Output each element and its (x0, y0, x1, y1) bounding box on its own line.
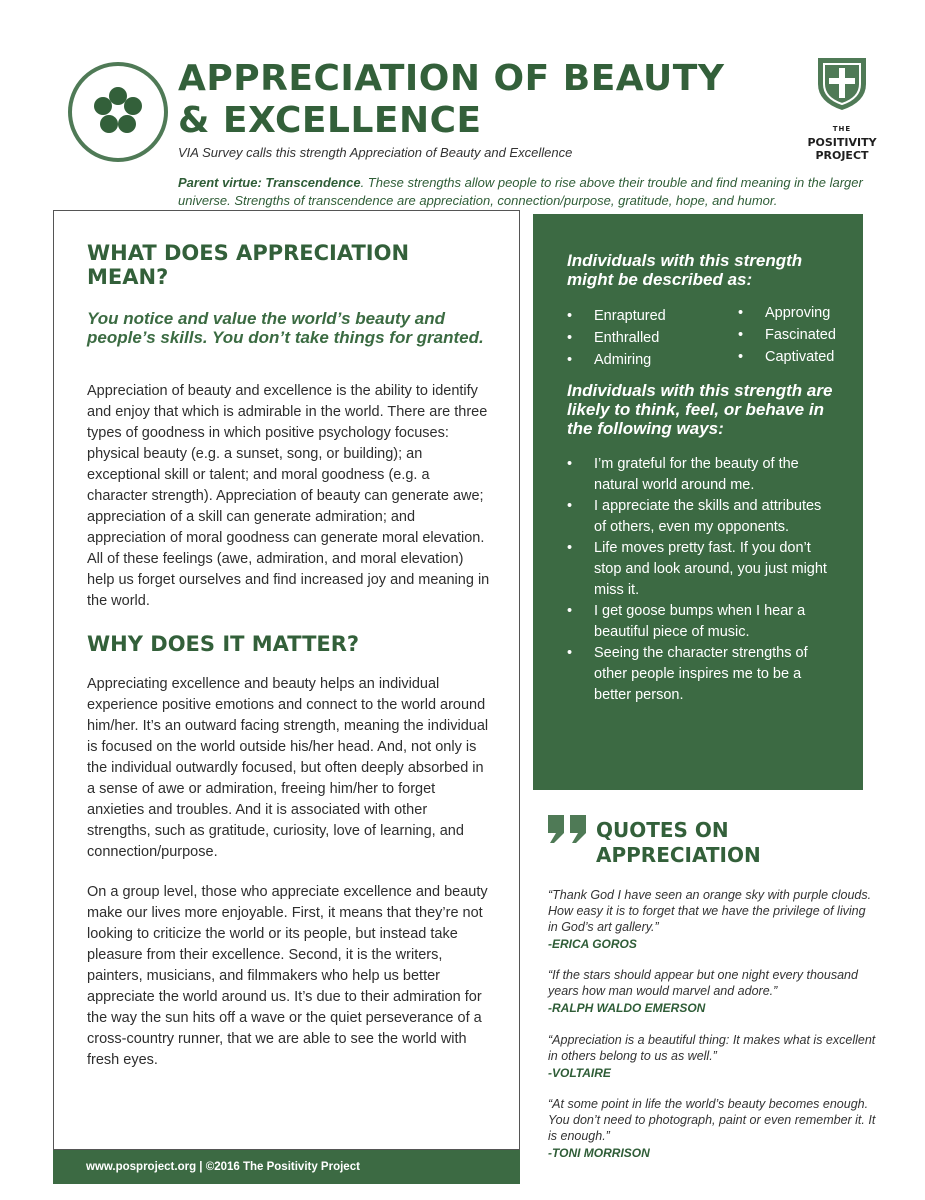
why-heading: WHY DOES IT MATTER? (87, 632, 360, 656)
shield-icon (814, 54, 870, 112)
adjective-item: • Enthralled (567, 327, 717, 349)
subtitle: VIA Survey calls this strength Appreciation of Beauty and Excellence (178, 145, 573, 160)
page-title (178, 58, 778, 142)
brand-name (797, 123, 887, 162)
brand-the: THE (832, 125, 852, 133)
quote-author: -VOLTAIRE (548, 1066, 611, 1080)
what-body: Appreciation of beauty and excellence is the ability to identify and enjoy that which is admirable in the world. There are three types of goodness in which positive psychology focuses: physical beauty (e.g. a sunset, song, or building); an exceptional skill or talent; and moral goodness (e.g. a character strength). Appreciation of beauty can generate awe; appreciation of a skill can generate admiration; and appreciation of moral goodness can generate moral elevation. All of these feelings (awe, admiration, and moral elevation) help us forget ourselves and find increased joy and meaning in the world. (87, 383, 490, 609)
quote-item (548, 1096, 878, 1161)
adjective-item: • Admiring (567, 349, 717, 371)
quote-author: -TONI MORRISON (548, 1146, 650, 1160)
quote-item (548, 967, 878, 1016)
title-line-1: APPRECIATION OF BEAUTY (178, 58, 725, 99)
quote-text: “If the stars should appear but one night every thousand years how man would marvel and adore.” (548, 968, 858, 998)
way-item: • I’m grateful for the beauty of the natural world around me. (567, 454, 827, 496)
parent-virtue-label: Parent virtue: Transcendence (178, 175, 361, 190)
adjective-item: • Fascinated (738, 324, 858, 346)
flower-icon (90, 84, 146, 140)
adjective-item: • Approving (738, 302, 858, 324)
quote-text: “Thank God I have seen an orange sky with purple clouds. How easy it is to forget that we have the privilege of living in God’s art gallery.” (548, 888, 872, 934)
quote-item (548, 887, 878, 952)
strength-panel (533, 214, 863, 790)
way-item: • I appreciate the skills and attributes of others, even my opponents. (567, 496, 827, 538)
strength-logo (68, 62, 168, 162)
why-paragraph-1: Appreciating excellence and beauty helps an individual experience positive emotions and connect to the world around him/her. It’s an outward facing strength, meaning the individual is focused on the world outside his/her head. And, not only is the individual outwardly focused, but often deeply absorbed in a sense of awe or admiration, freeing him/her to forget anxieties and troubles. And it is associated with other strengths, such as gratitude, curiosity, love of learning, and connection/purpose. (87, 676, 489, 860)
quote-item (548, 1032, 878, 1081)
adjective-item: • Enraptured (567, 305, 717, 327)
quote-text: “At some point in life the world’s beauty becomes enough. You don’t need to photograph, paint or even remember it. It is enough.” (548, 1097, 876, 1143)
footer: www.posproject.org | ©2016 The Positivity Project (53, 1150, 520, 1184)
what-heading: WHAT DOES APPRECIATION MEAN? (87, 241, 410, 289)
quote-text: “Appreciation is a beautiful thing: It makes what is excellent in others belong to us as well.” (548, 1033, 876, 1063)
ways-list (567, 454, 827, 706)
why-paragraph-2: On a group level, those who appreciate excellence and beauty make our lives more enjoyable. First, it means that they’re not looking to criticize the world or its people, but instead take pleasure from their excellence. Second, it is the writers, painters, musicians, and filmmakers who help us better appreciate the world around us. It’s due to their admiration for the way the sun hits off a wave or the quiet perseverance of a cross-country runner, that we are able to see the world with fresh eyes. (87, 884, 488, 1068)
ways-heading: Individuals with this strength are likely to think, feel, or behave in the following ways: (567, 381, 833, 438)
adjectives-list-2 (738, 302, 858, 368)
described-heading: Individuals with this strength might be described as: (567, 251, 803, 289)
what-lead: You notice and value the world’s beauty and people’s skills. You don’t take things for granted. (87, 309, 484, 347)
quotes-heading-line-2: APPRECIATION (596, 843, 761, 867)
quotes-heading-line-1: QUOTES ON (596, 818, 729, 842)
title-line-2: & EXCELLENCE (178, 100, 482, 141)
adjective-item: • Captivated (738, 346, 858, 368)
positivity-project-logo (797, 54, 887, 162)
way-item: • Life moves pretty fast. If you don’t stop and look around, you just might miss it. (567, 538, 827, 601)
brand-line-1: POSITIVITY (807, 136, 877, 149)
parent-virtue (178, 174, 878, 210)
quote-mark-icon (546, 813, 590, 845)
quote-author: -RALPH WALDO EMERSON (548, 1001, 706, 1015)
way-item: • Seeing the character strengths of other people inspires me to be a better person. (567, 643, 827, 706)
brand-line-2: PROJECT (815, 149, 869, 162)
quote-author: -ERICA GOROS (548, 937, 637, 951)
quotes-heading (596, 818, 761, 868)
parent-virtue-text: . These strengths allow people to rise above their trouble and find meaning in the larger universe. Strengths of transcendence are appreciation, connection/purpose, gratitude, hope, and humor. (178, 175, 863, 208)
way-item: • I get goose bumps when I hear a beautiful piece of music. (567, 601, 827, 643)
adjectives-list-1 (567, 305, 717, 371)
